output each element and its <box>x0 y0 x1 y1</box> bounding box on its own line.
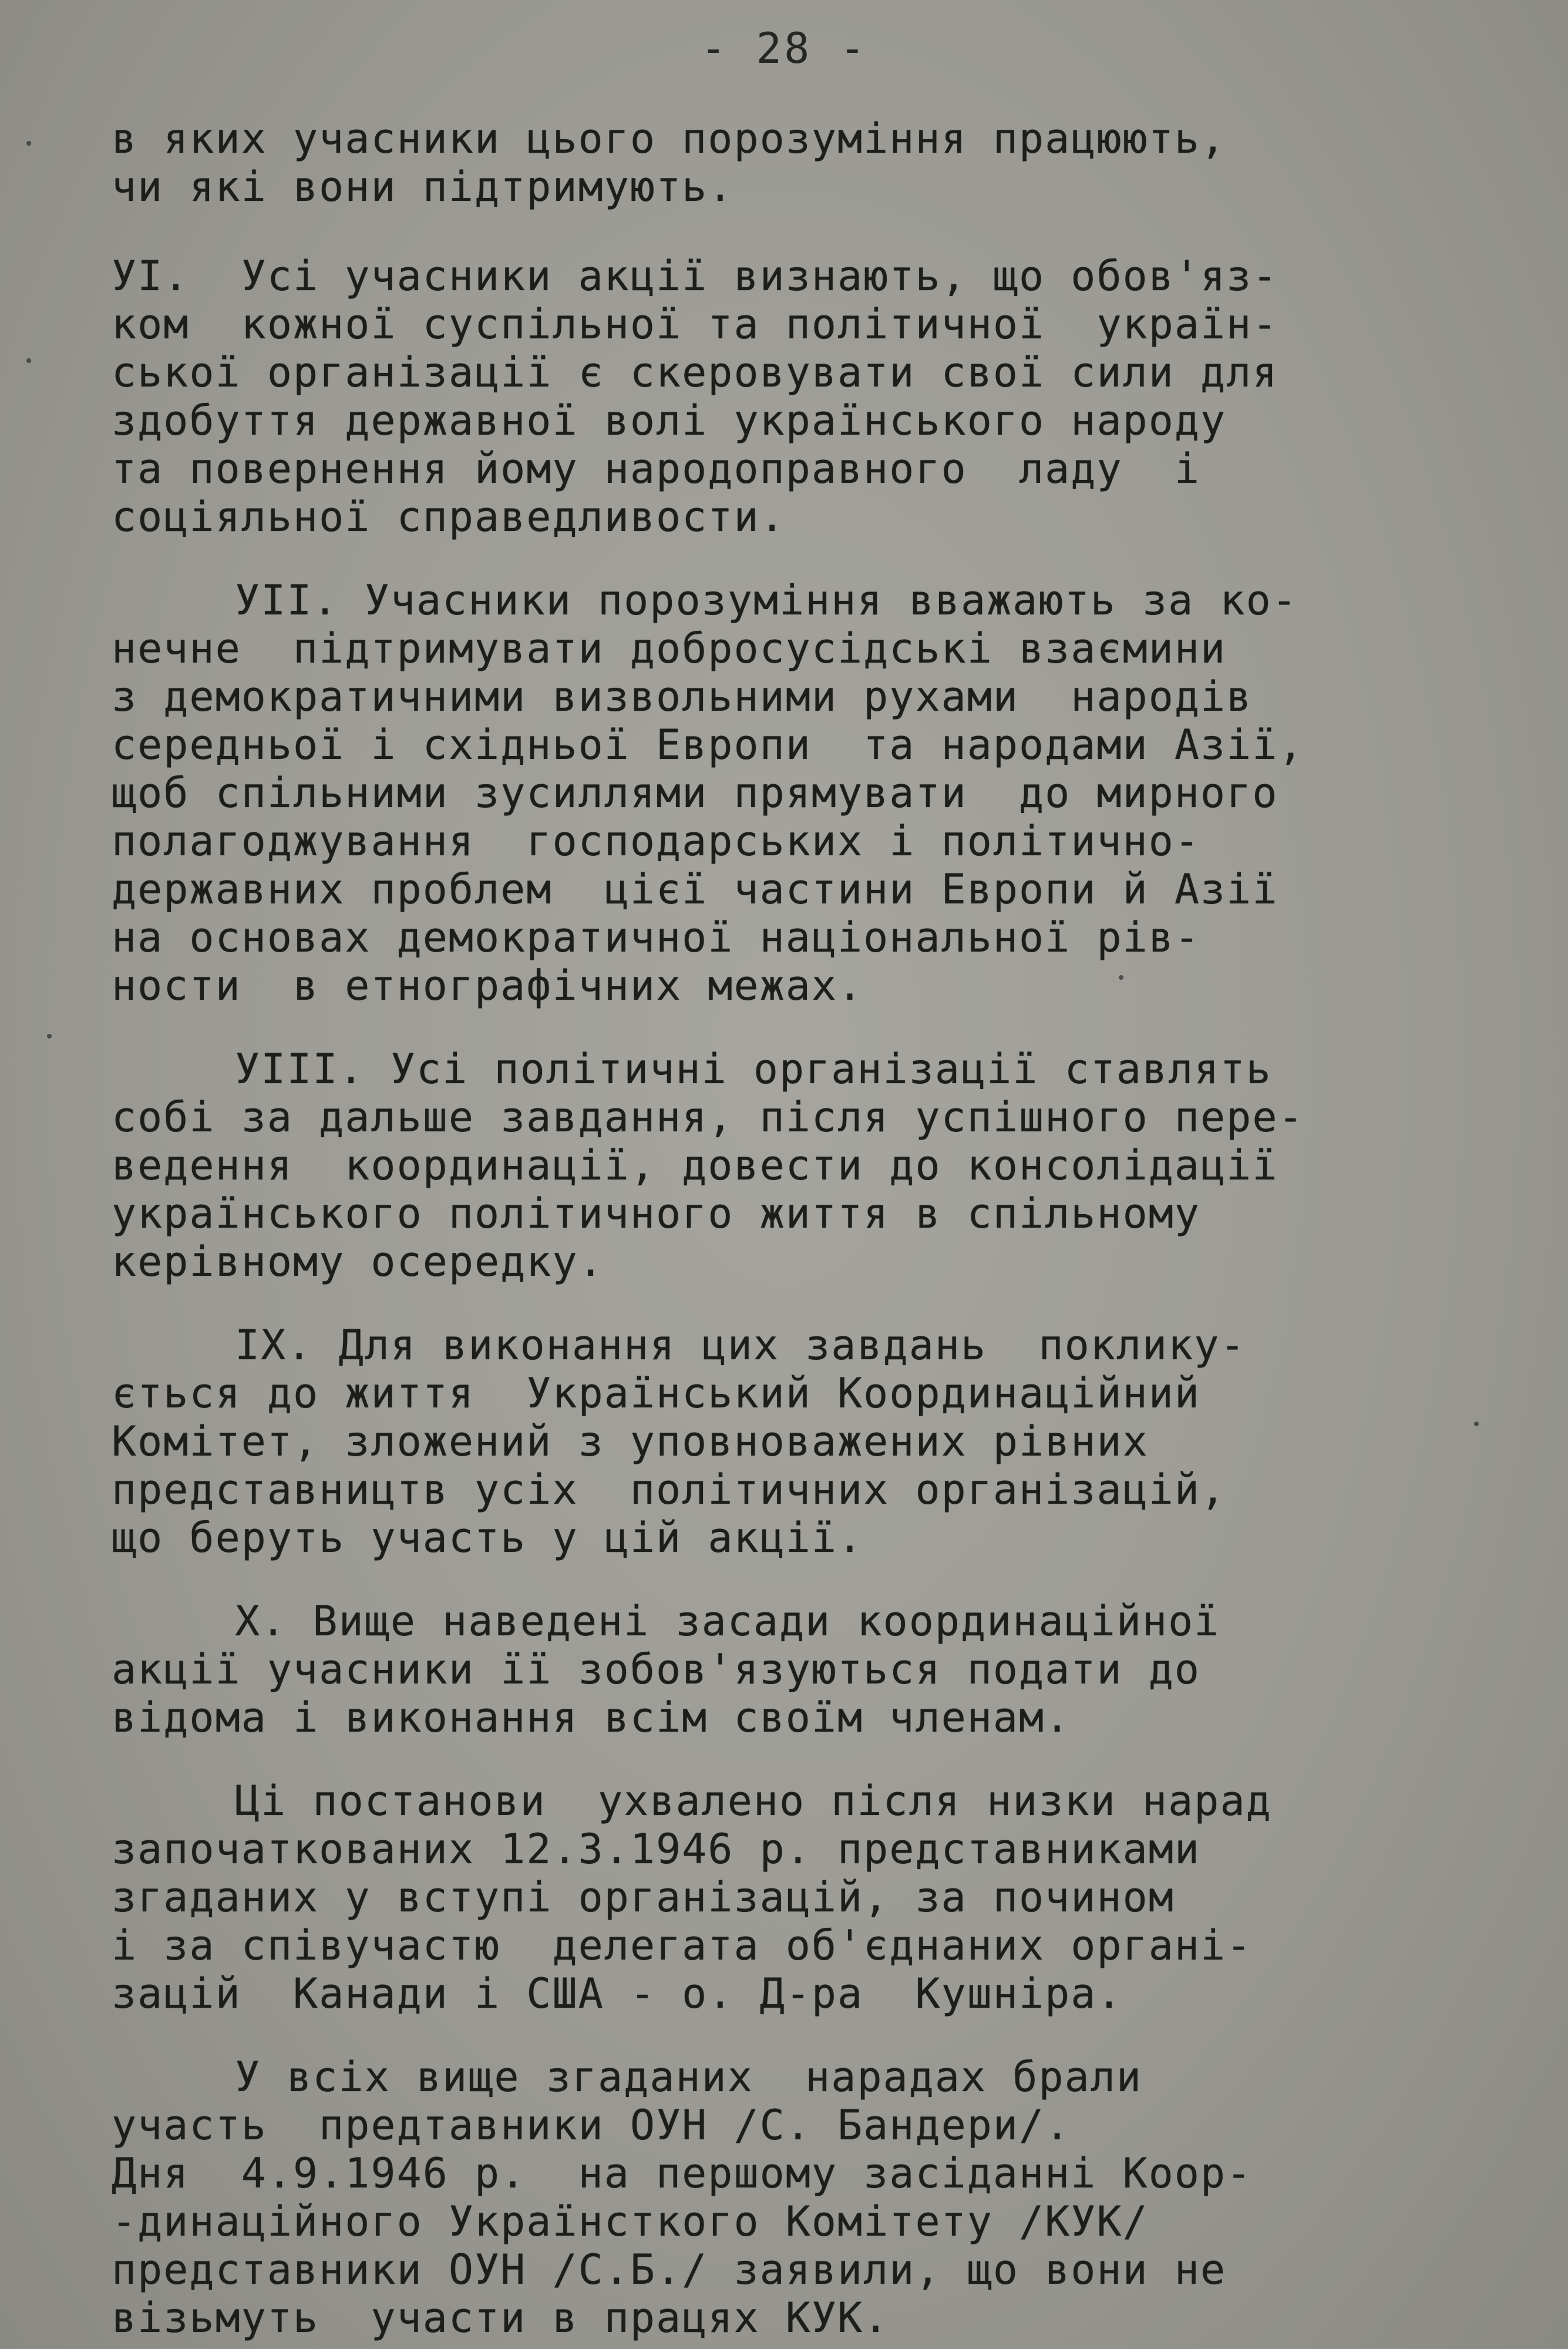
ink-speck <box>47 1034 52 1039</box>
text-line: нечне підтримувати добросусідські взаємини <box>112 624 1227 673</box>
text-line: ІХ. Для виконання цих завдань поклику- <box>235 1321 1246 1369</box>
text-line: ком кожної суспільної та політичної україн- <box>112 300 1278 348</box>
text-line: здобуття державної волі українського народу <box>112 396 1227 445</box>
text-line: і за співучастю делегата об'єднаних органі- <box>112 1921 1253 1970</box>
text-line: зацій Канади і США - о. Д-ра Кушніра. <box>112 1970 1123 2018</box>
paragraph-vii <box>112 576 1533 1010</box>
text-line: на основах демократичної національної рів- <box>112 913 1201 962</box>
ink-speck <box>26 141 31 146</box>
paragraph-resolutions <box>112 1777 1533 2018</box>
text-line: щоб спільними зусиллями прямувати до мирного <box>112 769 1278 817</box>
text-line: керівному осередку. <box>112 1238 604 1286</box>
text-line: чи які вони підтримують. <box>112 163 734 211</box>
document-body <box>112 115 1533 2349</box>
paragraph-viii <box>112 1045 1533 1286</box>
text-line: акції учасники її зобов'язуються подати до <box>112 1645 1201 1693</box>
text-line: УІІ. Учасники порозуміння вважають за ко- <box>235 576 1298 624</box>
text-line: що беруть участь у цій акції. <box>112 1514 864 1562</box>
text-line: соціяльної справедливости. <box>112 493 786 541</box>
ink-speck <box>1474 1422 1479 1426</box>
text-line: Х. Вище наведені засади координаційної <box>235 1597 1220 1645</box>
paragraph-vi <box>112 252 1533 541</box>
text-line: ється до життя Український Координаційний <box>112 1369 1201 1417</box>
text-line: Ці постанови ухвалено після низки нарад <box>235 1777 1272 1825</box>
text-line: представництв усіх політичних організацій, <box>112 1466 1227 1514</box>
text-line: державних проблем цієї частини Европи й Азії <box>112 865 1278 913</box>
paragraph-ix <box>112 1321 1533 1562</box>
text-line: Комітет, зложений з уповноважених рівних <box>112 1417 1149 1466</box>
text-line: УІ. Усі учасники акції визнають, що обов'яз- <box>112 252 1278 300</box>
text-line: та повернення йому народоправного ладу і <box>112 445 1201 493</box>
text-line: участь предтавники ОУН /С. Бандери/. <box>112 2101 1071 2149</box>
text-line: з демократичними визвольними рухами народів <box>112 673 1253 721</box>
text-line: згаданих у вступі організацій, за почином <box>112 1873 1175 1921</box>
text-line: УІІІ. Усі політичні організації ставлять <box>235 1045 1272 1093</box>
page-number: - 28 - <box>700 23 868 73</box>
paragraph-x <box>112 1597 1533 1742</box>
text-line: собі за дальше завдання, після успішного пере- <box>112 1093 1304 1141</box>
text-line: українського політичного життя в спільному <box>112 1189 1201 1238</box>
text-line: ности в етнографічних межах. <box>112 962 864 1010</box>
text-line: -динаційного Українсткого Комітету /КУК/ <box>112 2197 1149 2246</box>
text-line: ведення координації, довести до консолідації <box>112 1141 1278 1189</box>
text-line: започаткованих 12.3.1946 р. представниками <box>112 1825 1201 1873</box>
text-line: візьмуть участи в працях КУК. <box>112 2294 890 2342</box>
ink-speck <box>1119 975 1123 980</box>
text-line: середньої і східньої Европи та народами Азії, <box>112 721 1304 769</box>
paragraph-continuation <box>112 115 1533 211</box>
text-line: У всіх вище згаданих нарадах брали <box>235 2053 1143 2101</box>
text-line: полагоджування господарських і політично- <box>112 817 1201 865</box>
ink-speck <box>26 358 31 363</box>
text-line: ської організації є скеровувати свої сили для <box>112 348 1278 396</box>
paragraph-meetings <box>112 2053 1533 2342</box>
text-line: представники ОУН /С.Б./ заявили, що вони не <box>112 2246 1227 2294</box>
text-line: відома і виконання всім своїм членам. <box>112 1693 1071 1742</box>
text-line: Дня 4.9.1946 р. на першому засіданні Коор- <box>112 2149 1253 2197</box>
text-line: в яких учасники цього порозуміння працюють, <box>112 115 1227 163</box>
